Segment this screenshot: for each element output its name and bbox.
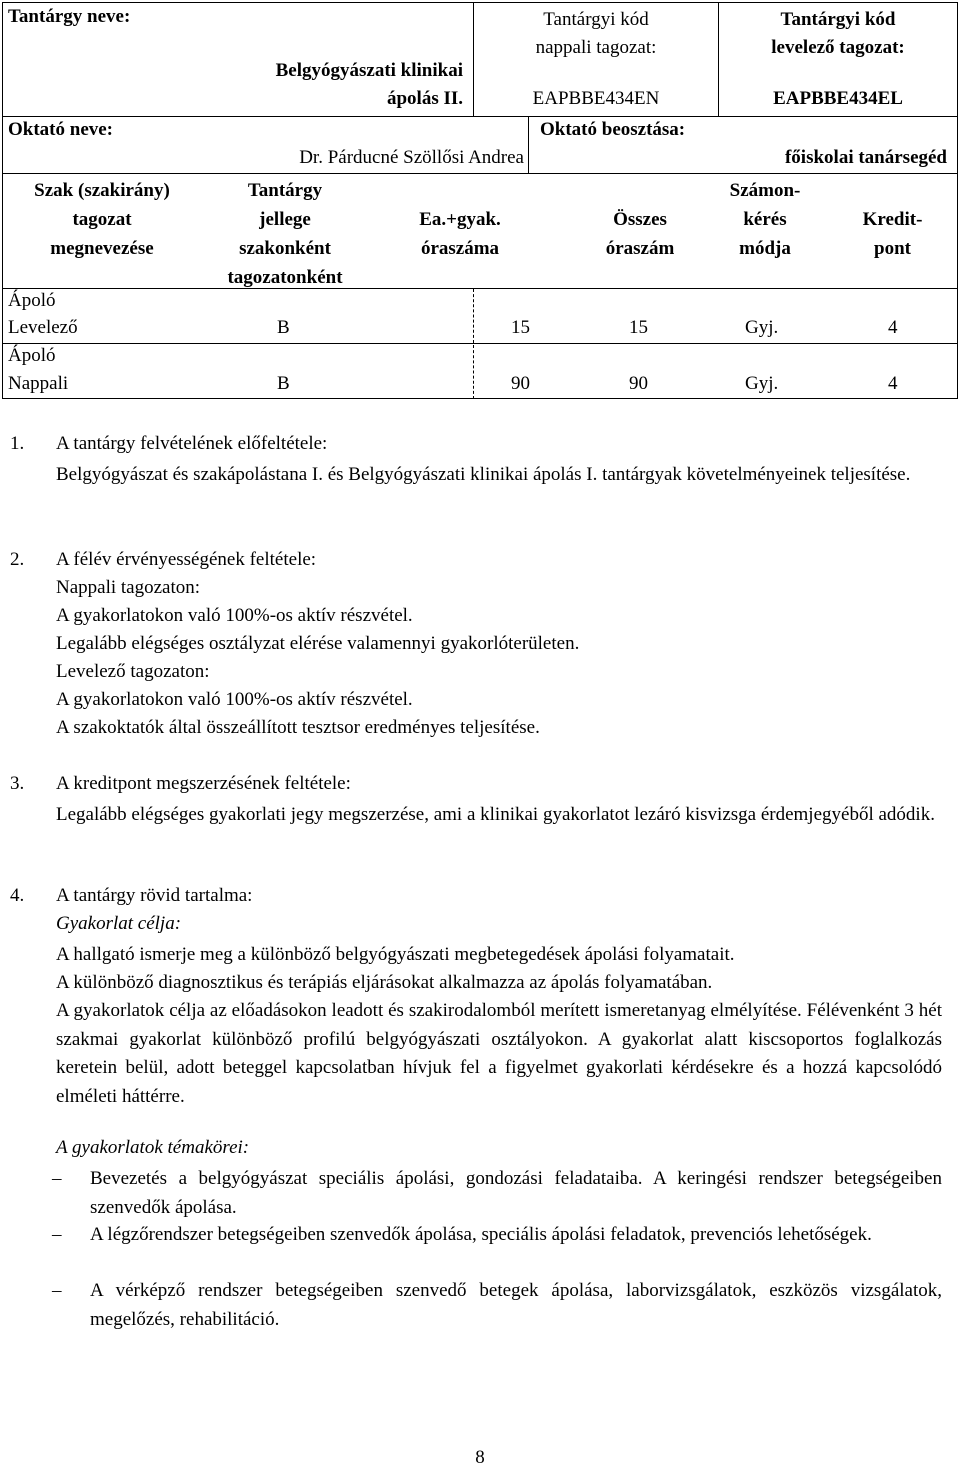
section-3-title: A kreditpont megszerzésének feltétele: bbox=[56, 773, 351, 794]
row-credit: 4 bbox=[888, 317, 898, 338]
section-3-text: Legalább elégséges gyakorlati jegy megszerzése, ami a klinikai gyakorlatot lezáró kisvizsga érdemjegyéből adódik. bbox=[56, 804, 935, 825]
row-type: B bbox=[277, 373, 290, 394]
requirement-line: A gyakorlatokon való 100%-os aktív részvétel. bbox=[56, 605, 413, 626]
section-1-number: 1. bbox=[10, 433, 25, 454]
row-program-line1: Ápoló bbox=[8, 345, 56, 366]
position-label: Oktató beosztása: bbox=[540, 119, 686, 140]
row-exam: Gyj. bbox=[745, 317, 779, 338]
section-4-title: A tantárgy rövid tartalma: bbox=[56, 885, 253, 906]
subject-name-line1: Belgyógyászati klinikai bbox=[275, 60, 463, 81]
correspondence-program-subheading: Levelező tagozaton: bbox=[56, 661, 210, 682]
row-total: 15 bbox=[629, 317, 648, 338]
teacher-name: Dr. Párducné Szöllősi Andrea bbox=[299, 147, 524, 168]
table-row-divider bbox=[2, 343, 958, 344]
list-item-text: Bevezetés a belgyógyászat speciális ápolási, gondozási feladataiba. A keringési rendszer betegségeiben szenvedők ápolása. bbox=[90, 1168, 942, 1218]
code-correspondence-value: EAPBBE434EL bbox=[773, 88, 903, 109]
subject-name-label: Tantárgy neve: bbox=[8, 6, 131, 27]
requirement-line: A gyakorlatokon való 100%-os aktív részvétel. bbox=[56, 689, 413, 710]
row-hours: 15 bbox=[511, 317, 530, 338]
practice-goal-subheading: Gyakorlat célja: bbox=[56, 913, 182, 934]
dash-bullet-icon: – bbox=[52, 1280, 62, 1301]
table-col-divider bbox=[528, 116, 529, 174]
position-value: főiskolai tanársegéd bbox=[784, 147, 947, 168]
row-exam: Gyj. bbox=[745, 373, 779, 394]
goal-paragraph: A hallgató ismerje meg a különböző belgyógyászati megbetegedések ápolási folyamatait. bbox=[56, 944, 735, 965]
code-day-header: Tantárgyi kód nappali tagozat: bbox=[535, 9, 657, 58]
row-type: B bbox=[277, 317, 290, 338]
table-border-bottom bbox=[2, 398, 958, 399]
table-border-right bbox=[957, 2, 958, 399]
col-header-type: Tantárgy jellege szakonként tagozatonként bbox=[227, 180, 343, 288]
list-item-text: A vérképző rendszer betegségeiben szenvedő betegek ápolása, laborvizsgálatok, eszközös vizsgálatok, megelőzés, rehabilitáció. bbox=[90, 1280, 942, 1330]
row-hours: 90 bbox=[511, 373, 530, 394]
row-total: 90 bbox=[629, 373, 648, 394]
table-dashed-divider bbox=[473, 289, 474, 399]
col-header-exam: Számon- kérés módja bbox=[729, 180, 801, 259]
goal-paragraph: A gyakorlatok célja az előadásokon leadott és szakirodalomból merített ismeretanyag elmélyítése. Félévenként 3 hét szakmai gyakorlat különböző profilú belgyógyászati osztályokon. A gyakorlat alatt kiscsoportos foglalkozás keretein belül, adott beteggel kapcsolatban hívjuk fel a figyelmet gyakorlati kérdésekre és a hozzá kapcsolódó elméleti háttérre. bbox=[56, 1000, 942, 1107]
col-header-credit: Kredit- pont bbox=[862, 209, 923, 259]
section-3-number: 3. bbox=[10, 773, 25, 794]
table-border-top bbox=[2, 2, 958, 3]
table-row-divider bbox=[2, 173, 958, 174]
section-2-number: 2. bbox=[10, 549, 25, 570]
topics-subheading: A gyakorlatok témakörei: bbox=[56, 1137, 250, 1158]
row-program-line2: Nappali bbox=[8, 373, 69, 394]
table-row-divider bbox=[2, 288, 958, 289]
row-program-line1: Ápoló bbox=[8, 290, 56, 311]
page-number: 8 bbox=[475, 1447, 485, 1468]
day-program-subheading: Nappali tagozaton: bbox=[56, 577, 201, 598]
requirement-line: A szakoktatók által összeállított tesztsor eredményes teljesítése. bbox=[56, 717, 540, 738]
code-correspondence-header: Tantárgyi kód levelező tagozat: bbox=[771, 9, 905, 58]
col-header-total: Összes óraszám bbox=[605, 209, 675, 259]
dash-bullet-icon: – bbox=[52, 1168, 62, 1189]
section-1-title: A tantárgy felvételének előfeltétele: bbox=[56, 433, 328, 454]
col-header-program: Szak (szakirány) tagozat megnevezése bbox=[34, 180, 170, 259]
dash-bullet-icon: – bbox=[52, 1224, 62, 1245]
requirement-line: Legalább elégséges osztályzat elérése valamennyi gyakorlóterületen. bbox=[56, 633, 580, 654]
section-2-title: A félév érvényességének feltétele: bbox=[56, 549, 317, 570]
code-day-value: EAPBBE434EN bbox=[532, 88, 660, 109]
row-program-line2: Levelező bbox=[8, 317, 78, 338]
teacher-label: Oktató neve: bbox=[8, 119, 114, 140]
subject-name-line2: ápolás II. bbox=[386, 88, 463, 109]
col-header-hours: Ea.+gyak. óraszáma bbox=[419, 209, 501, 259]
table-border-left bbox=[2, 2, 3, 399]
list-item-text: A légzőrendszer betegségeiben szenvedők ápolása, speciális ápolási feladatok, prevenciós lehetőségek. bbox=[90, 1224, 872, 1245]
table-row-divider bbox=[2, 116, 958, 117]
goal-paragraph: A különböző diagnosztikus és terápiás eljárásokat alkalmazza az ápolás folyamatában. bbox=[56, 972, 713, 993]
section-1-text: Belgyógyászat és szakápolástana I. és Belgyógyászati klinikai ápolás I. tantárgyak követelményeinek teljesítése. bbox=[56, 464, 911, 485]
row-credit: 4 bbox=[888, 373, 898, 394]
section-4-number: 4. bbox=[10, 885, 25, 906]
